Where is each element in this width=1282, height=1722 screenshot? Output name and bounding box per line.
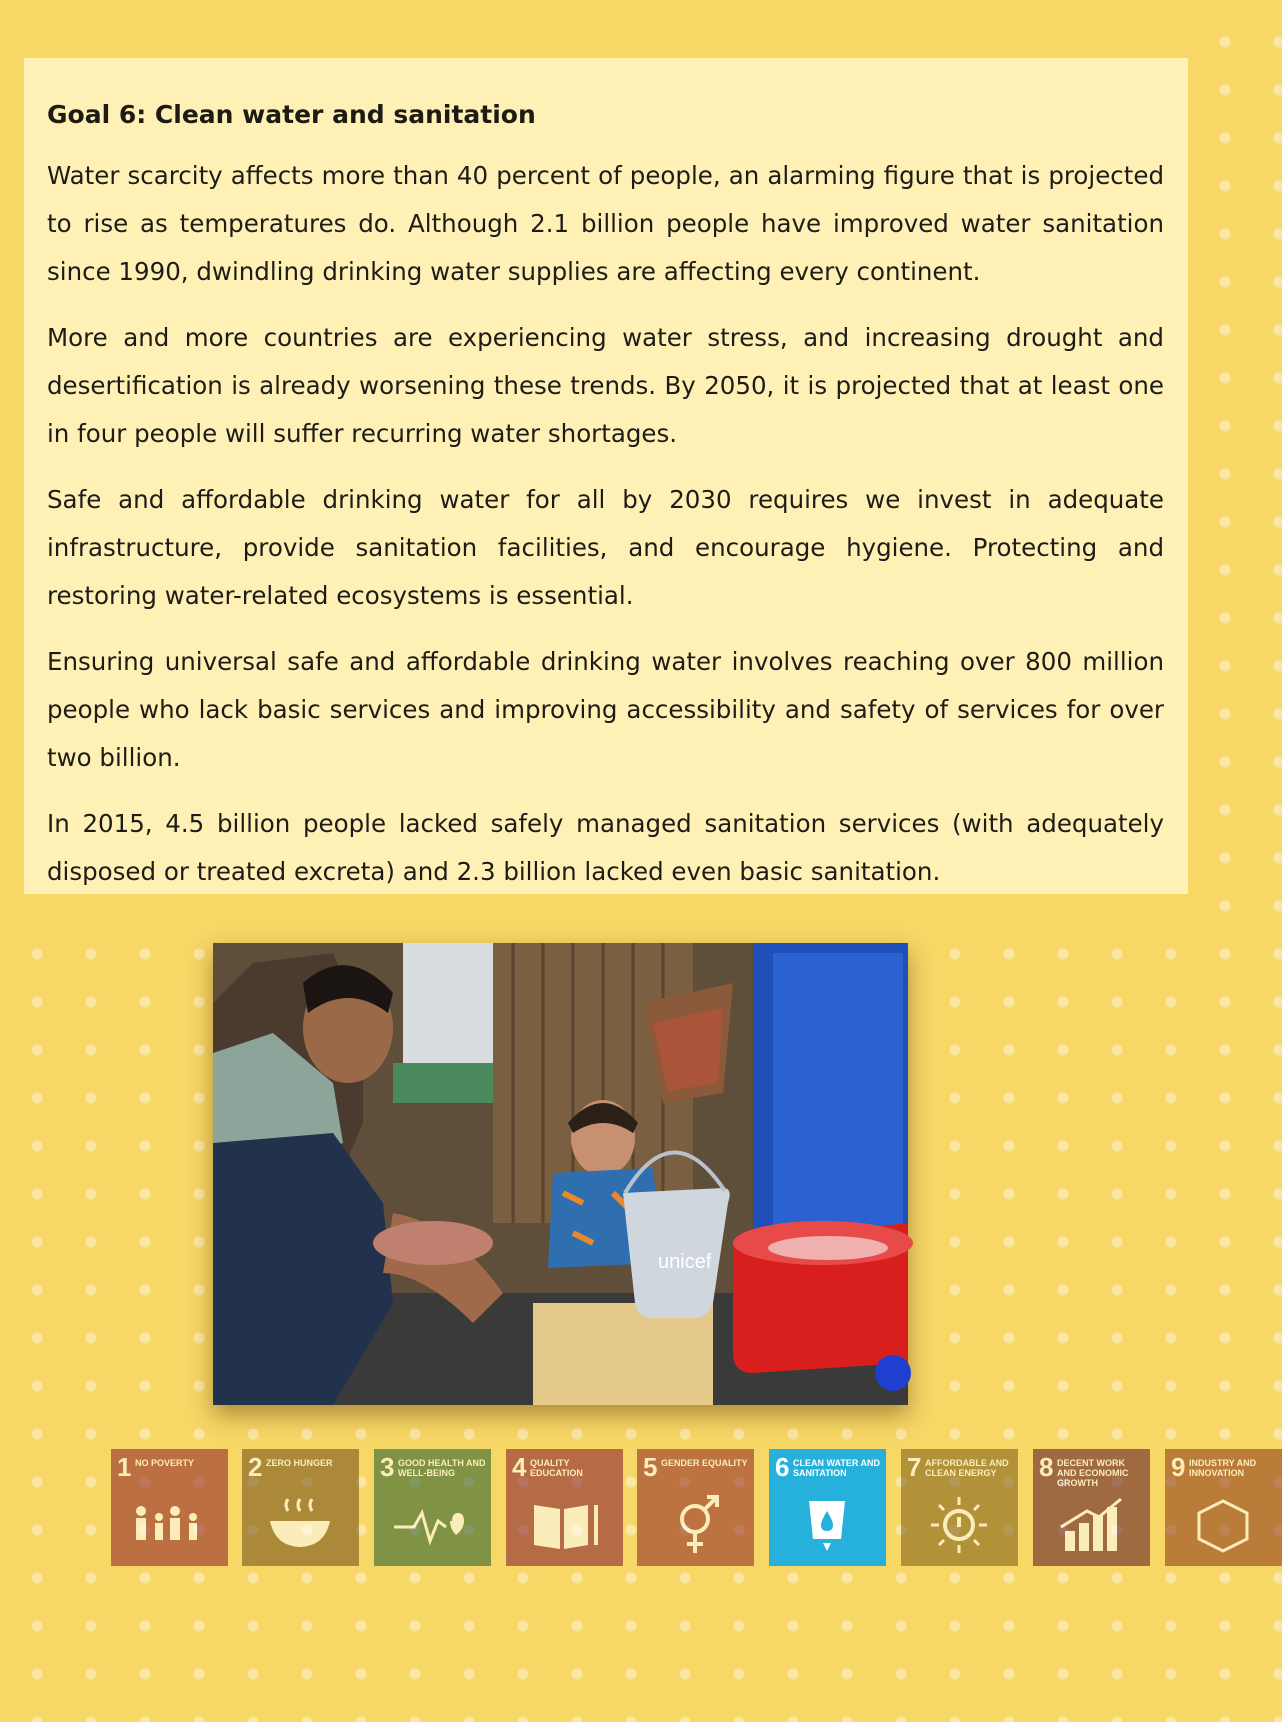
- bucket-logo-text: unicef: [658, 1251, 712, 1273]
- sdg-tile-number: 1: [117, 1452, 132, 1482]
- sdg-tile-number: 7: [907, 1452, 922, 1482]
- water-drop-icon: [787, 1491, 867, 1557]
- sdg-tile-label: ZERO HUNGER: [266, 1458, 333, 1468]
- sdg-tile: [1033, 1449, 1150, 1566]
- article-panel: [24, 58, 1188, 894]
- book-icon: [524, 1491, 604, 1557]
- growth-chart-icon: [1051, 1491, 1131, 1557]
- sdg-tile-number: 6: [775, 1452, 790, 1482]
- sdg-tile: [374, 1449, 491, 1566]
- article-paragraph: Water scarcity affects more than 40 percent of people, an alarming figure that is projected to rise as temperatures do. Although 2.1 billion people have improved water sanitation since 1990, dwindling drinking water supplies are affecting every continent.: [47, 161, 1164, 286]
- article-photo: [213, 943, 908, 1405]
- sdg-tile-label: QUALITY EDUCATION: [530, 1458, 583, 1478]
- sdg-tile: [769, 1449, 886, 1566]
- article-paragraph: More and more countries are experiencing water stress, and increasing drought and desertification is already worsening these trends. By 2050, it is projected that at least one in four people will suffer recurring water shortages.: [47, 323, 1164, 448]
- sdg-tile-number: 2: [248, 1452, 263, 1482]
- sdg-tile: [111, 1449, 228, 1566]
- sdg-tile-number: 3: [380, 1452, 395, 1482]
- sdg-tile-number: 8: [1039, 1452, 1054, 1482]
- cube-icon: [1183, 1491, 1263, 1557]
- sdg-tile: [242, 1449, 359, 1566]
- sdg-tile-label: INDUSTRY AND INNOVATION: [1189, 1458, 1257, 1478]
- sdg-tile-number: 9: [1171, 1452, 1186, 1482]
- article-paragraph: Safe and affordable drinking water for all by 2030 requires we invest in adequate infrastructure, provide sanitation facilities, and encourage hygiene. Protecting and restoring water-related ecosystems is essential.: [47, 485, 1164, 610]
- sdg-tile-label: CLEAN WATER AND SANITATION: [793, 1458, 880, 1478]
- article-paragraph: Ensuring universal safe and affordable drinking water involves reaching over 800 million people who lack basic services and improving accessibility and safety of services for over two billion.: [47, 647, 1164, 772]
- sdg-tile: [506, 1449, 623, 1566]
- sdg-tile: [901, 1449, 1018, 1566]
- family-icon: [129, 1491, 209, 1557]
- sdg-tile: [1165, 1449, 1282, 1566]
- sdg-tile-label: AFFORDABLE AND CLEAN ENERGY: [925, 1458, 1009, 1478]
- heartbeat-icon: [392, 1491, 472, 1557]
- sdg-tile-number: 5: [643, 1452, 658, 1482]
- sdg-tile: [637, 1449, 754, 1566]
- sdg-tile-label: GOOD HEALTH AND WELL-BEING: [398, 1458, 486, 1478]
- article-title: Goal 6: Clean water and sanitation: [47, 100, 536, 129]
- sdg-tile-label: NO POVERTY: [135, 1458, 195, 1468]
- sun-power-icon: [919, 1491, 999, 1557]
- gender-icon: [655, 1491, 735, 1557]
- bowl-icon: [260, 1491, 340, 1557]
- sdg-tiles-strip: [111, 1449, 1257, 1566]
- sdg-tile-label: DECENT WORK AND ECONOMIC GROWTH: [1057, 1458, 1129, 1488]
- sdg-tile-number: 4: [512, 1452, 527, 1482]
- sdg-tile-label: GENDER EQUALITY: [661, 1458, 748, 1468]
- article-paragraph: In 2015, 4.5 billion people lacked safely managed sanitation services (with adequately disposed or treated excreta) and 2.3 billion lacked even basic sanitation.: [47, 809, 1164, 886]
